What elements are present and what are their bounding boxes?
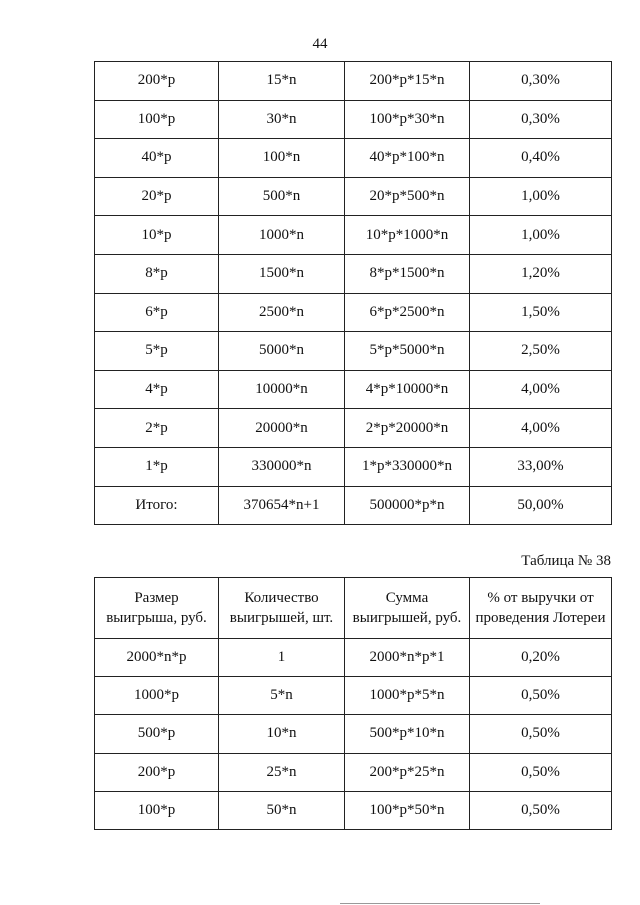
- cell-revenue-percent: 2,50%: [470, 332, 612, 371]
- cell-prize-sum: 1000*р*5*n: [345, 677, 470, 715]
- cell-prize-sum: 40*р*100*n: [345, 139, 470, 178]
- cell-revenue-percent: 4,00%: [470, 409, 612, 448]
- cell-prize-size: 200*р: [95, 62, 219, 101]
- table-row: [95, 177, 612, 216]
- cell-prize-size: 8*р: [95, 254, 219, 293]
- cell-prize-size: 1000*р: [95, 677, 219, 715]
- cell-prize-count: 15*n: [219, 62, 345, 101]
- prize-table-continued: [94, 61, 612, 525]
- cell-revenue-percent: 0,40%: [470, 139, 612, 178]
- cell-prize-sum: 2*р*20000*n: [345, 409, 470, 448]
- cell-prize-count: 100*n: [219, 139, 345, 178]
- header-prize-size: [95, 578, 219, 639]
- table-row: [95, 370, 612, 409]
- prize-table-continued-body: [95, 62, 612, 525]
- table-row: [95, 677, 612, 715]
- cell-prize-count: 25*n: [219, 753, 345, 791]
- table-caption: Таблица № 38: [521, 553, 611, 569]
- header-revenue-percent: [470, 578, 612, 639]
- footer-rule: [340, 903, 540, 904]
- cell-revenue-percent: 1,00%: [470, 177, 612, 216]
- cell-prize-size: 200*р: [95, 753, 219, 791]
- table-row: [95, 139, 612, 178]
- cell-prize-size: 4*р: [95, 370, 219, 409]
- cell-prize-count: 330000*n: [219, 447, 345, 486]
- cell-prize-size: 1*р: [95, 447, 219, 486]
- cell-prize-count: 20000*n: [219, 409, 345, 448]
- table-row: [95, 100, 612, 139]
- table-row: [95, 753, 612, 791]
- page-number: 44: [312, 36, 328, 52]
- cell-revenue-percent: 33,00%: [470, 447, 612, 486]
- cell-prize-count: 1000*n: [219, 216, 345, 255]
- header-line: % от выручки от: [487, 590, 594, 606]
- header-line: выигрыша, руб.: [106, 610, 207, 626]
- cell-prize-size: 40*р: [95, 139, 219, 178]
- cell-prize-sum: 4*р*10000*n: [345, 370, 470, 409]
- cell-revenue-percent: 0,50%: [470, 677, 612, 715]
- table-header-row: [95, 578, 612, 639]
- header-prize-count: [219, 578, 345, 639]
- prize-table-38: [94, 577, 612, 830]
- cell-revenue-percent: 0,50%: [470, 791, 612, 829]
- cell-prize-sum: 8*р*1500*n: [345, 254, 470, 293]
- cell-prize-size: 6*р: [95, 293, 219, 332]
- table-row: [95, 486, 612, 525]
- table-row: [95, 254, 612, 293]
- cell-prize-count: 1500*n: [219, 254, 345, 293]
- cell-prize-count: 370654*n+1: [219, 486, 345, 525]
- cell-prize-size: 20*р: [95, 177, 219, 216]
- header-line: Количество: [244, 590, 319, 606]
- table-row: [95, 447, 612, 486]
- cell-revenue-percent: 0,30%: [470, 62, 612, 101]
- cell-prize-size: 500*р: [95, 715, 219, 753]
- cell-revenue-percent: 0,50%: [470, 715, 612, 753]
- cell-prize-sum: 100*р*30*n: [345, 100, 470, 139]
- header-line: Размер: [134, 590, 179, 606]
- cell-prize-size: Итого:: [95, 486, 219, 525]
- cell-prize-sum: 6*р*2500*n: [345, 293, 470, 332]
- cell-prize-sum: 200*р*25*n: [345, 753, 470, 791]
- cell-revenue-percent: 1,20%: [470, 254, 612, 293]
- table-row: [95, 409, 612, 448]
- cell-prize-sum: 2000*n*р*1: [345, 639, 470, 677]
- cell-prize-count: 5*n: [219, 677, 345, 715]
- table-row: [95, 332, 612, 371]
- table-row: [95, 62, 612, 101]
- cell-prize-sum: 200*р*15*n: [345, 62, 470, 101]
- table-row: [95, 639, 612, 677]
- cell-prize-size: 2*р: [95, 409, 219, 448]
- cell-prize-count: 30*n: [219, 100, 345, 139]
- cell-revenue-percent: 50,00%: [470, 486, 612, 525]
- cell-prize-count: 10*n: [219, 715, 345, 753]
- prize-table-38-body: [95, 639, 612, 830]
- cell-prize-size: 100*р: [95, 100, 219, 139]
- header-prize-sum: [345, 578, 470, 639]
- cell-prize-sum: 20*р*500*n: [345, 177, 470, 216]
- cell-prize-sum: 1*р*330000*n: [345, 447, 470, 486]
- cell-prize-size: 10*р: [95, 216, 219, 255]
- cell-prize-size: 100*р: [95, 791, 219, 829]
- cell-prize-count: 2500*n: [219, 293, 345, 332]
- cell-prize-sum: 100*р*50*n: [345, 791, 470, 829]
- cell-prize-count: 500*n: [219, 177, 345, 216]
- cell-prize-size: 2000*n*р: [95, 639, 219, 677]
- cell-prize-count: 5000*n: [219, 332, 345, 371]
- cell-prize-sum: 5*р*5000*n: [345, 332, 470, 371]
- cell-prize-sum: 500*р*10*n: [345, 715, 470, 753]
- cell-prize-count: 10000*n: [219, 370, 345, 409]
- cell-revenue-percent: 0,30%: [470, 100, 612, 139]
- cell-prize-count: 1: [219, 639, 345, 677]
- cell-revenue-percent: 0,20%: [470, 639, 612, 677]
- table-row: [95, 715, 612, 753]
- table-row: [95, 293, 612, 332]
- cell-revenue-percent: 4,00%: [470, 370, 612, 409]
- header-line: проведения Лотереи: [475, 610, 606, 626]
- cell-prize-count: 50*n: [219, 791, 345, 829]
- cell-prize-sum: 10*р*1000*n: [345, 216, 470, 255]
- cell-revenue-percent: 1,00%: [470, 216, 612, 255]
- table-row: [95, 791, 612, 829]
- cell-revenue-percent: 1,50%: [470, 293, 612, 332]
- header-line: выигрышей, шт.: [229, 610, 334, 626]
- table-row: [95, 216, 612, 255]
- cell-prize-size: 5*р: [95, 332, 219, 371]
- header-line: Сумма: [385, 590, 429, 606]
- cell-revenue-percent: 0,50%: [470, 753, 612, 791]
- header-line: выигрышей, руб.: [352, 610, 462, 626]
- cell-prize-sum: 500000*р*n: [345, 486, 470, 525]
